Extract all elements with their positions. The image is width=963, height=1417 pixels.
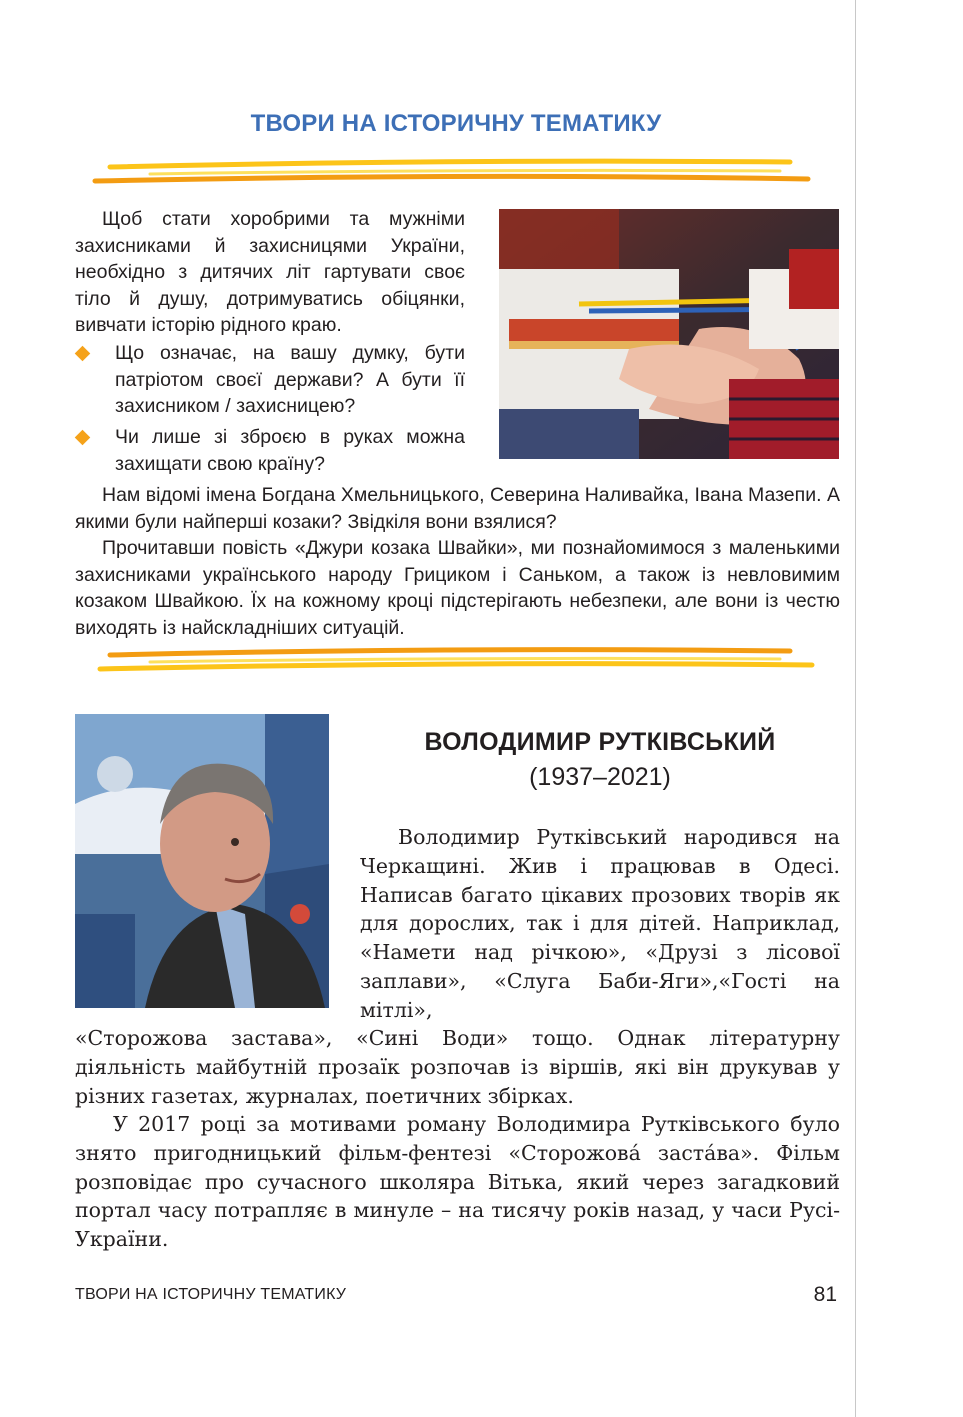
orange-diamond-bullet-icon — [75, 346, 91, 362]
author-portrait-photo — [75, 714, 329, 1008]
page-number: 81 — [813, 1283, 837, 1306]
author-name: ВОЛОДИМИР РУТКІВСЬКИЙ — [424, 728, 776, 756]
author-years: (1937–2021) — [529, 763, 671, 791]
paragraph-story-intro: Прочитавши повість «Джури козака Швайки», ми познайомимося з маленькими захисниками українського народу Грициком і Саньком, а також із невловимим козаком Швайкою. Їх на кожному кроці підстерігають небезпеки, але вони із честю виходять із найскладніших ситуацій. — [75, 537, 840, 639]
question-text: Чи лише зі зброєю в руках можна захищати свою країну? — [115, 426, 465, 475]
question-text: Що означає, на вашу думку, бути патріотом своєї держави? А бути її захисником / захисницею? — [115, 342, 465, 417]
paragraph-cossack-names: Нам відомі імена Богдана Хмельницького, Северина Наливайка, Івана Мазепи. А якими були найперші козаки? Звідкіля вони взялися? — [75, 484, 840, 533]
author-bio-part3: У 2017 році за мотивами роману Володимира Рутківського було знято пригодницький фільм-фентезі «Сторожова́ заста́ва». Фільм розповідає про сучасного школяра Вітька, який через загадковий портал часу потрапляє в минуле – на тисячу років назад, у часи Русі-України. — [75, 1112, 840, 1252]
author-bio-part1: Володимир Рутківський народився на Черкащині. Жив і працював в Одесі. Написав багато цікавих прозових творів як для дорослих, так і для дітей. Наприклад, «Намети над річкою», «Друзі з лісової заплави», «Слуга Баби-Яги»,«Гості на мітлі», — [360, 825, 840, 1022]
question-item — [75, 424, 465, 477]
author-bio-part2: «Сторожова застава», «Сині Води» тощо. Однак літературну діяльність майбутній прозаїк розпочав із віршів, які він друкував у різних газетах, журналах, поетичних збірках. — [75, 1026, 840, 1108]
photo-children-hands-ribbons — [499, 209, 839, 459]
section-title: ТВОРИ НА ІСТОРИЧНУ ТЕМАТИКУ — [250, 110, 662, 137]
decorative-brush-stroke-top — [90, 157, 820, 193]
orange-diamond-bullet-icon — [75, 430, 91, 446]
question-item — [75, 340, 465, 420]
page-edge-line — [855, 0, 856, 1417]
decorative-brush-stroke-bottom — [90, 647, 820, 683]
intro-paragraph: Щоб стати хоробрими та мужніми захисниками й захисницями України, необхідно з дитячих літ гартувати своє тіло й душу, дотримуватись обіцянки, вивчати історію рідного краю. — [75, 208, 465, 336]
footer-section-title: ТВОРИ НА ІСТОРИЧНУ ТЕМАТИКУ — [75, 1286, 347, 1303]
